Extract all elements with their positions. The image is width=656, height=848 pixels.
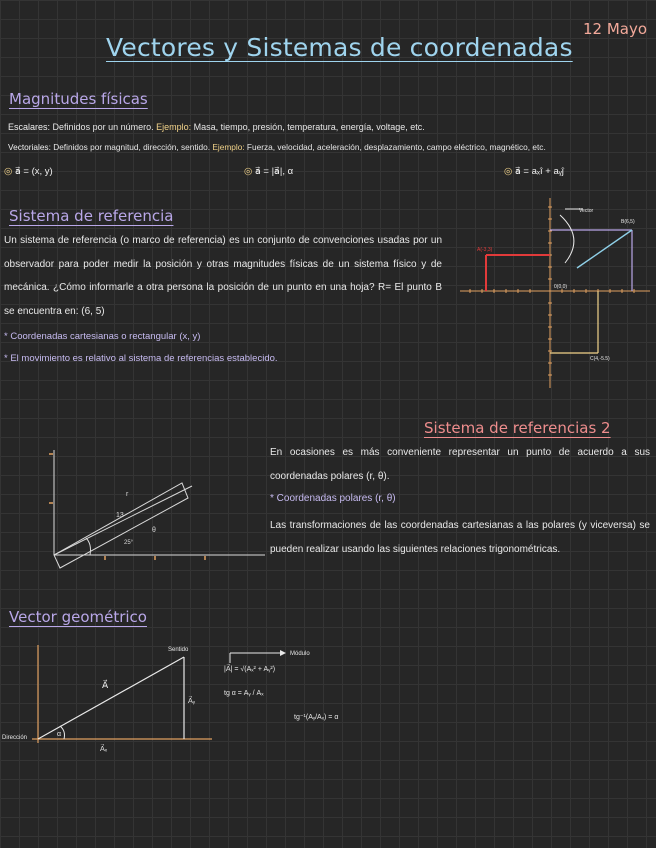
polar-angle-label: 25°: [124, 540, 134, 546]
escalares-definition: Definidos por un número.: [52, 122, 154, 132]
point-b-label: B(6,5): [621, 219, 635, 225]
vg-modulo-arrowhead-icon: [280, 650, 286, 656]
heading-magnitudes: Magnitudes físicas: [9, 90, 148, 108]
polar-theta-label: θ: [152, 527, 156, 534]
vg-vector-a-label: A⃗: [102, 680, 109, 690]
heading-referencia-2: Sistema de referencias 2: [424, 419, 611, 437]
formula-cartesian-text: a⃗ = (x, y): [14, 166, 53, 177]
origin-label: 0(0,0): [554, 284, 568, 290]
formula-polar: [244, 166, 293, 177]
polar-r-label: r: [126, 491, 129, 498]
vg-ay-label: A⃗ᵧ: [188, 698, 196, 705]
polar-vector: [54, 486, 192, 555]
referencia-bullet-2-text: El movimiento es relativo al sistema de referencias establecido.: [10, 353, 278, 364]
referencia2-bullet-text: Coordenadas polares (r, θ): [276, 493, 396, 504]
date: 12 Mayo: [583, 20, 648, 38]
escalares-label: Escalares:: [8, 122, 51, 132]
vector-label: Vector: [579, 208, 594, 214]
vg-alpha-label: α: [57, 731, 62, 738]
vg-sentido-label: Sentido: [168, 647, 189, 653]
bullet-dot-icon: ◎: [4, 166, 15, 177]
heading-vector-geometrico: Vector geométrico: [9, 608, 147, 626]
polar-graph: [40, 440, 270, 570]
vectoriales-line: [8, 141, 546, 154]
bullet-dot-icon: ◎: [244, 166, 255, 177]
vg-modulo-label: Módulo: [290, 651, 310, 657]
referencia-bullet-1-text: Coordenadas cartesianas o rectangular (x, y): [10, 331, 201, 342]
vectoriales-label: Vectoriales:: [8, 142, 51, 152]
referencia2-paragraph-2: Las transformaciones de las coordenadas cartesianas a las polares (y viceversa) se pueden realizar usando las siguientes relaciones trigonométricas.: [270, 520, 650, 555]
formula-unit: [504, 166, 564, 177]
referencia2-bullet: * Coordenadas polares (r, θ): [270, 493, 396, 504]
escalares-line: [8, 121, 425, 134]
point-a-label: A(-3,3): [477, 247, 493, 253]
formula-polar-text: a⃗ = |a⃗|, α: [254, 166, 294, 177]
vg-direccion-label: Dirección: [2, 735, 28, 741]
referencia2-paragraph: En ocasiones es más conveniente representar un punto de acuerdo a sus coordenadas polares (r, θ).: [270, 447, 650, 482]
vectoriales-definition: Definidos por magnitud, dirección, sentido.: [53, 142, 211, 152]
bullet-dot-icon: ◎: [504, 166, 515, 177]
vg-vector-a: [38, 657, 184, 739]
point-c-label: C(4,-5.5): [590, 356, 610, 362]
vectoriales-example: Fuerza, velocidad, aceleración, desplazamiento, campo eléctrico, magnético, etc.: [246, 142, 546, 152]
page-title: Vectores y Sistemas de coordenadas: [106, 33, 573, 62]
cartesian-graph: [455, 193, 655, 393]
vg-ax-label: A⃗ₓ: [100, 746, 108, 753]
formula-cartesian: [4, 166, 53, 177]
vector-geo-graph: [2, 635, 372, 765]
vector-arc: [560, 215, 574, 263]
vectoriales-example-label: Ejemplo:: [212, 142, 245, 152]
escalares-example: Masa, tiempo, presión, temperatura, energía, voltage, etc.: [193, 122, 425, 132]
formula-unit-text: a⃗ = aₓî + aᵧĵ: [514, 166, 564, 177]
polar-length-label: 13: [116, 512, 124, 519]
referencia-bullet-2: * El movimiento es relativo al sistema de referencias establecido.: [4, 353, 278, 364]
vg-formula-tg: tg α = Aᵧ / Aₓ: [224, 690, 264, 697]
escalares-example-label: Ejemplo:: [156, 122, 192, 132]
vector-line: [577, 230, 632, 268]
heading-referencia: Sistema de referencia: [9, 207, 174, 225]
referencia-paragraph: Un sistema de referencia (o marco de referencia) es un conjunto de convenciones usadas por un observador para poder medir la posición y otras magnitudes físicas de un sistema físico y de mecánica. ¿Cómo informarle a otra persona la posición de un punto en una hoja? R= El punto B se encuentra en: (6, 5): [4, 235, 442, 317]
vg-formula-inv: tg⁻¹(Aᵧ/Aₓ) = α: [294, 714, 339, 721]
vg-formula-mod: |A⃗| = √(Aₓ² + Aᵧ²): [224, 666, 276, 673]
referencia-bullet-1: * Coordenadas cartesianas o rectangular (x, y): [4, 331, 201, 342]
